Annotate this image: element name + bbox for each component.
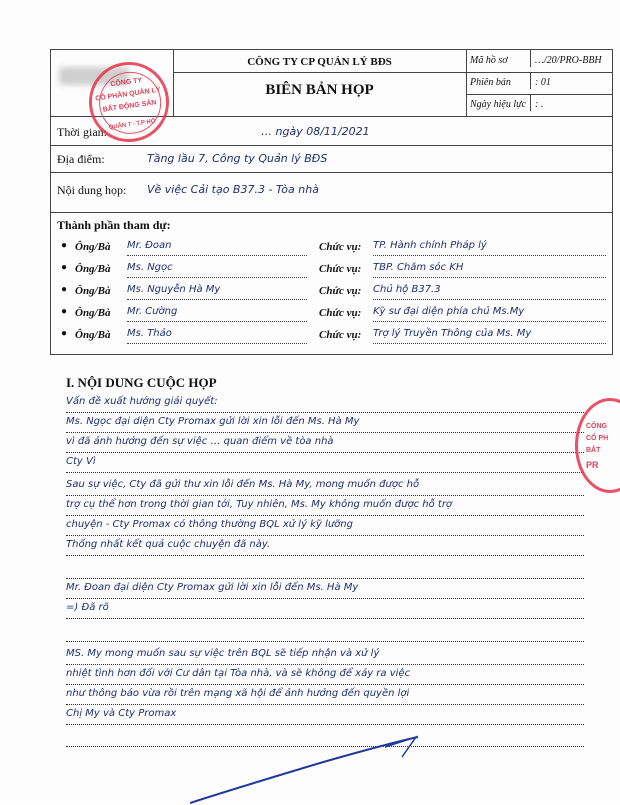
- info-time-row: Thời gian: … ngày 08/11/2021: [51, 117, 612, 146]
- meta-row-version: Phiên bản : 01: [466, 72, 612, 95]
- participant-role: Chủ hộ B37.3: [373, 282, 606, 300]
- content-line: nhiệt tình hơn đối với Cư dân tại Tòa nhà, và sẽ không để xảy ra việc: [66, 664, 584, 685]
- bullet-icon: ●: [61, 306, 68, 317]
- participants-box: [50, 212, 613, 355]
- participant-row: ● Ông/Bà Ms. Ngọc Chức vụ: TBP. Chăm sóc KH: [51, 260, 612, 281]
- participants-heading: Thành phần tham dự:: [57, 218, 171, 232]
- partial-stamp: CÔNG CỔ PH BẤT PR: [575, 398, 620, 493]
- content-line: =) Đã rõ: [66, 598, 584, 619]
- meeting-date: … ngày 08/11/2021: [261, 125, 370, 138]
- participant-row: ● Ông/Bà Ms. Nguyễn Hà My Chức vụ: Chủ hộ B37.3: [51, 282, 612, 303]
- content-line: trợ cụ thể hơn trong thời gian tới, Tuy nhiên, Ms. My không muốn được hỗ trợ: [66, 495, 584, 516]
- content-line: Sau sự việc, Cty đã gửi thư xin lỗi đến Ms. Hà My, mong muốn được hỗ: [66, 475, 584, 496]
- info-place-row: Địa điểm: Tầng lầu 7, Công ty Quản lý BĐS: [51, 146, 612, 173]
- bullet-icon: ●: [61, 284, 68, 295]
- company-name: CÔNG TY CP QUẢN LÝ BĐS: [247, 56, 392, 68]
- participant-row: ● Ông/Bà Ms. Thảo Chức vụ: Trợ lý Truyền Thông của Ms. My: [51, 326, 612, 347]
- content-line: MS. My mong muốn sau sự việc trên BQL sẽ tiếp nhận và xử lý: [66, 644, 584, 665]
- bullet-icon: ●: [61, 328, 68, 339]
- participant-role: TP. Hành chính Pháp lý: [373, 238, 606, 256]
- signature-stroke: [190, 735, 420, 805]
- document-title: BIÊN BẢN HỌP: [265, 82, 374, 98]
- document-meta: [466, 50, 612, 116]
- meeting-topic: Về việc Cải tạo B37.3 - Tòa nhà: [147, 183, 319, 196]
- bullet-icon: ●: [61, 262, 68, 273]
- info-content-row: Nội dung họp: Về việc Cải tạo B37.3 - Tòa nhà: [57, 183, 319, 197]
- content-line: Cty Vì: [66, 452, 584, 473]
- participant-role: TBP. Chăm sóc KH: [373, 260, 606, 278]
- company-stamp: CÔNG TY CỔ PHẦN QUẢN LÝ BẤT ĐỘNG SẢN QUẬN 7 - T.P HỒ: [84, 57, 174, 147]
- bullet-icon: ●: [61, 240, 68, 251]
- participant-role: Trợ lý Truyền Thông của Ms. My: [373, 326, 606, 344]
- content-line: Chị My và Cty Promax: [66, 704, 584, 725]
- participant-name: Mr. Đoan: [127, 238, 307, 256]
- participant-role: Kỹ sư đại diện phía chủ Ms.My: [373, 304, 606, 322]
- content-line: Thống nhất kết quả cuộc chuyện đã này.: [66, 535, 584, 556]
- meta-row-effective-date: Ngày hiệu lực : .: [466, 94, 612, 116]
- meta-row-code: Mã hồ sơ …/20/PRO-BBH: [466, 50, 612, 73]
- content-line: [66, 558, 584, 579]
- section-title: I. NỘI DUNG CUỘC HỌP: [66, 375, 217, 390]
- content-line: chuyện - Cty Promax có thông thường BQL xử lý kỹ lưỡng: [66, 515, 584, 536]
- content-line: Ms. Ngọc đại diện Cty Promax gửi lời xin lỗi đến Ms. Hà My: [66, 412, 584, 433]
- content-line: Mr. Đoan đại diện Cty Promax gửi lời xin lỗi đến Ms. Hà My: [66, 578, 584, 599]
- participant-name: Ms. Thảo: [127, 326, 307, 344]
- participant-row: ● Ông/Bà Mr. Đoan Chức vụ: TP. Hành chính Pháp lý: [51, 238, 612, 259]
- participant-name: Ms. Nguyễn Hà My: [127, 282, 307, 300]
- participant-name: Ms. Ngọc: [127, 260, 307, 278]
- content-line: Vấn đề xuất hướng giải quyết:: [66, 392, 584, 413]
- content-line: vì đã ảnh hưởng đến sự việc … quan điểm về tòa nhà: [66, 432, 584, 453]
- header-title-block: [173, 50, 467, 116]
- content-line: [66, 621, 584, 642]
- meeting-place: Tầng lầu 7, Công ty Quản lý BĐS: [147, 152, 328, 165]
- participant-name: Mr. Cường: [127, 304, 307, 322]
- participant-row: ● Ông/Bà Mr. Cường Chức vụ: Kỹ sư đại diện phía chủ Ms.My: [51, 304, 612, 325]
- content-line: như thông báo vừa rồi trên mạng xã hội để ảnh hưởng đến quyền lợi: [66, 684, 584, 705]
